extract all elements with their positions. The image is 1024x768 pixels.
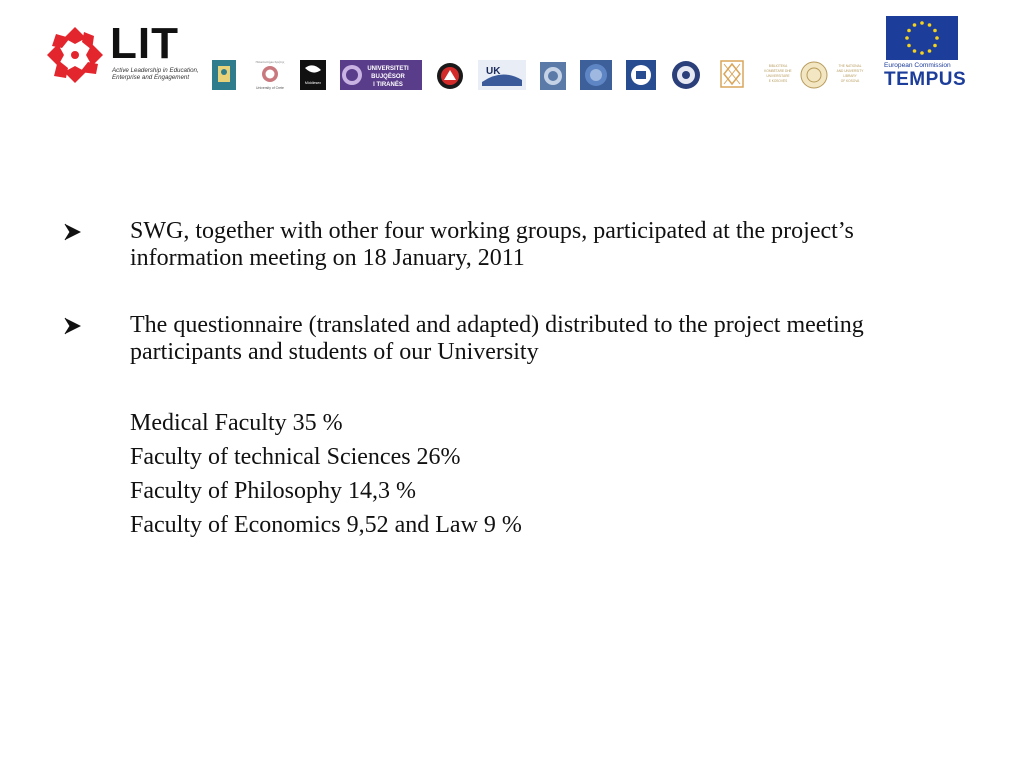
universiteti-bujqesor-tiranes-logo xyxy=(340,60,422,90)
header-logo-strip xyxy=(0,0,1024,110)
lit-tagline: Active Leadership in Education, Enterprise and Engagement xyxy=(112,67,199,81)
eu-caption: European Commission xyxy=(884,62,951,69)
university-crest-logo xyxy=(212,60,236,90)
stat-line-economics-law: Faculty of Economics 9,52 and Law 9 % xyxy=(130,512,522,538)
slide-content xyxy=(60,218,960,542)
red-circle-university-logo xyxy=(436,62,464,90)
lit-wordmark: LIT xyxy=(110,19,179,68)
university-seal-logo-2 xyxy=(580,60,612,90)
arrow-bullet-icon xyxy=(62,315,84,337)
svg-text:LIBRARY: LIBRARY xyxy=(843,74,857,78)
svg-text:Πανεπιστήμιο Κρήτης: Πανεπιστήμιο Κρήτης xyxy=(255,60,285,64)
svg-text:KOMBËTARE DHE: KOMBËTARE DHE xyxy=(764,69,792,73)
tempus-wordmark: TEMPUS xyxy=(884,69,967,90)
ornament-logo xyxy=(720,60,744,88)
svg-text:E KOSOVËS: E KOSOVËS xyxy=(768,79,788,83)
svg-text:THE NATIONAL: THE NATIONAL xyxy=(838,64,862,68)
national-university-library-logo xyxy=(756,58,872,92)
middlesex-university-logo xyxy=(300,60,326,90)
stat-line-medical: Medical Faculty 35 % xyxy=(130,410,343,436)
svg-text:UNIVERSITARE: UNIVERSITARE xyxy=(766,74,790,78)
svg-text:BIBLIOTEKA: BIBLIOTEKA xyxy=(768,64,788,68)
bullet-text: SWG, together with other four working groups, participated at the project’s information meeting on 18 January, 2011 xyxy=(130,218,854,271)
university-seal-logo-1 xyxy=(540,62,566,90)
bullet-item xyxy=(60,218,960,272)
lit-star-icon xyxy=(44,24,106,86)
svg-text:Middlesex: Middlesex xyxy=(304,81,322,85)
svg-text:UK: UK xyxy=(486,66,501,77)
university-of-crete-text: University of Crete xyxy=(256,86,284,90)
svg-text:OF KOSOVA: OF KOSOVA xyxy=(840,79,860,83)
eu-tempus-logo xyxy=(884,16,967,94)
university-seal-logo-3 xyxy=(626,60,656,90)
svg-text:UNIVERSITETI: UNIVERSITETI xyxy=(367,66,409,72)
arrow-bullet-icon xyxy=(62,221,84,243)
svg-text:I TIRANËS: I TIRANËS xyxy=(373,82,403,88)
bullet-item xyxy=(60,312,960,366)
lit-logo xyxy=(44,19,204,92)
stat-line-philosophy: Faculty of Philosophy 14,3 % xyxy=(130,478,416,504)
stat-line-technical: Faculty of technical Sciences 26% xyxy=(130,444,461,470)
svg-text:AND UNIVERSITY: AND UNIVERSITY xyxy=(836,69,864,73)
uk-university-logo xyxy=(478,60,526,90)
eu-flag-icon xyxy=(886,16,958,60)
bullet-text: The questionnaire (translated and adapted) distributed to the project meeting participants and students of our University xyxy=(130,312,864,365)
university-seal-logo-4 xyxy=(670,60,702,90)
faculty-stats-list xyxy=(60,406,960,542)
svg-text:BUJQËSOR: BUJQËSOR xyxy=(371,74,405,80)
university-of-crete-logo xyxy=(250,58,290,92)
